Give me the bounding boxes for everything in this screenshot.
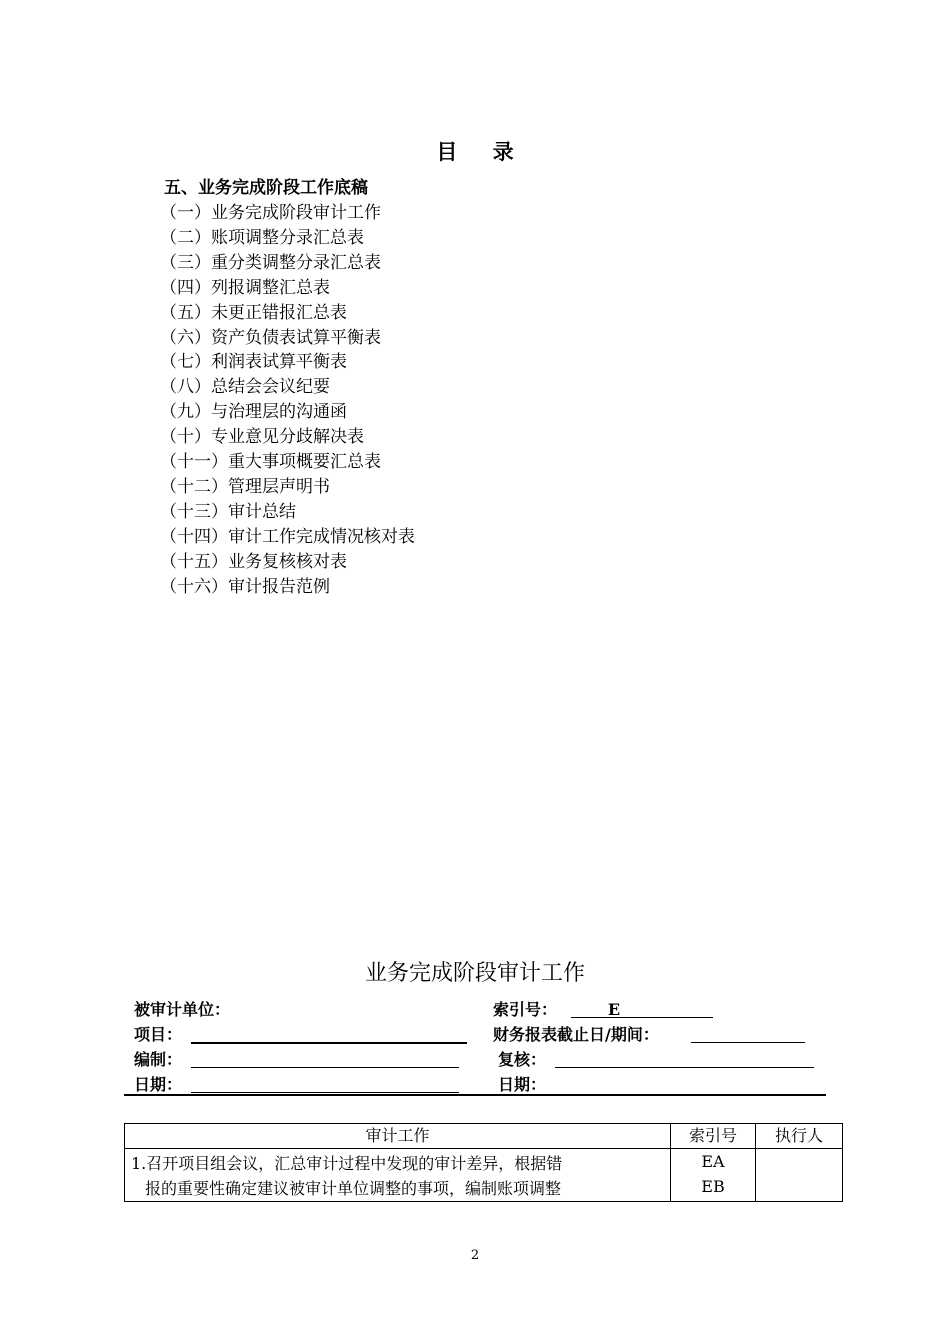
index-ref[interactable]: EB	[701, 1177, 725, 1196]
header-executor: 执行人	[756, 1124, 843, 1149]
index-no-label: 索引号：	[493, 1000, 558, 1019]
toc-heading: 五、业务完成阶段工作底稿	[164, 178, 368, 198]
audited-unit-label: 被审计单位：	[134, 1000, 231, 1019]
table-header-row	[125, 1124, 843, 1149]
table-row	[125, 1149, 843, 1202]
toc-item: （五）未更正错报汇总表	[160, 302, 347, 323]
section-title: 业务完成阶段审计工作	[364, 961, 585, 986]
prepared-line	[191, 1049, 459, 1068]
toc-item: （十一）重大事项概要汇总表	[160, 452, 381, 473]
toc-item: （十三）审计总结	[160, 501, 296, 522]
index-ref[interactable]: EA	[701, 1152, 725, 1171]
toc-item: （七）利润表试算平衡表	[160, 352, 347, 373]
toc-list	[160, 201, 415, 600]
toc-item: （二）账项调整分录汇总表	[160, 227, 364, 248]
project-line	[191, 1024, 467, 1044]
index-cell	[671, 1149, 756, 1202]
toc-title: 目 录	[436, 140, 528, 164]
toc-item: （八）总结会会议纪要	[160, 377, 330, 398]
period-line	[691, 1024, 805, 1043]
index-no-line	[571, 999, 713, 1018]
date-right-label: 日期：	[498, 1075, 547, 1094]
work-cell	[125, 1149, 671, 1202]
toc-item: （十二）管理层声明书	[160, 476, 330, 497]
date-left-label: 日期：	[134, 1075, 183, 1094]
work-line: 1.召开项目组会议，汇总审计过程中发现的审计差异，根据错	[131, 1154, 563, 1173]
prepared-label: 编制：	[134, 1050, 183, 1069]
header-audit-work: 审计工作	[125, 1124, 671, 1149]
toc-item: （十）专业意见分歧解决表	[160, 427, 364, 448]
toc-item: （十四）审计工作完成情况核对表	[160, 526, 415, 547]
work-line: 报的重要性确定建议被审计单位调整的事项，编制账项调整	[145, 1179, 562, 1198]
reviewed-line	[555, 1049, 814, 1068]
toc-item: （一）业务完成阶段审计工作	[160, 203, 381, 223]
toc-item: （三）重分类调整分录汇总表	[160, 252, 381, 273]
page-number: 2	[470, 1248, 480, 1263]
period-label: 财务报表截止日/期间：	[493, 1025, 659, 1044]
header-divider	[124, 1094, 826, 1096]
executor-cell[interactable]	[756, 1149, 843, 1202]
toc-item: （十六）审计报告范例	[160, 576, 330, 597]
audit-work-table	[124, 1123, 843, 1202]
header-index-no: 索引号	[671, 1124, 756, 1149]
toc-item: （十五）业务复核核对表	[160, 551, 347, 572]
date-left-line	[191, 1074, 459, 1093]
project-label: 项目：	[134, 1025, 183, 1044]
reviewed-label: 复核：	[498, 1050, 547, 1069]
toc-item: （四）列报调整汇总表	[160, 277, 330, 298]
index-no-value: E	[607, 1000, 621, 1019]
toc-item: （九）与治理层的沟通函	[160, 402, 347, 423]
toc-item: （六）资产负债表试算平衡表	[160, 327, 381, 348]
